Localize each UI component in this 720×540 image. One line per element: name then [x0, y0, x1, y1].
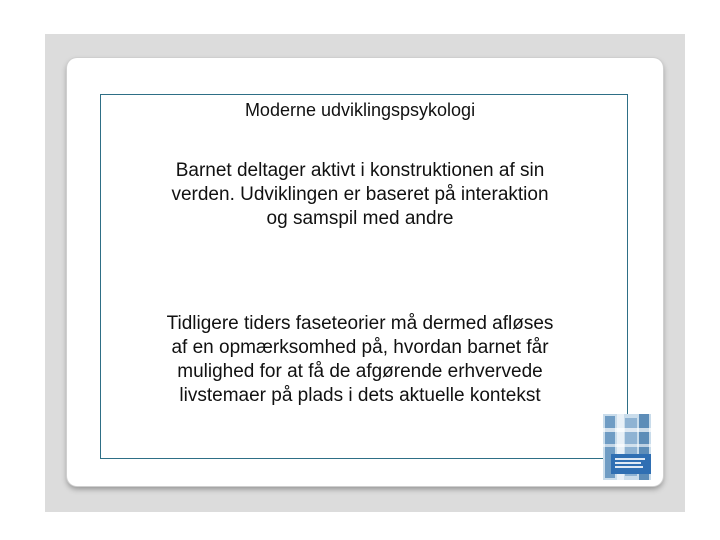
paragraph-2-line: Tidligere tiders faseteorier må dermed afløses — [166, 313, 554, 334]
paragraph-1 — [0, 159, 720, 231]
paragraph-1-line: og samspil med andre — [266, 208, 454, 229]
paragraph-2 — [0, 312, 720, 408]
paragraph-2-line: mulighed for at få de afgørende erhvervede — [177, 361, 543, 382]
book-cover-logo-icon — [603, 414, 651, 480]
paragraph-2-line: livstemaer på plads i dets aktuelle kontekst — [179, 385, 541, 406]
paragraph-1-line: verden. Udviklingen er baseret på interaktion — [171, 184, 549, 205]
paragraph-1-line: Barnet deltager aktivt i konstruktionen af sin — [175, 160, 545, 181]
slide-card — [67, 58, 663, 486]
slide-title: Moderne udviklingspsykologi — [244, 100, 476, 120]
paragraph-2-line: af en opmærksomhed på, hvordan barnet får — [171, 337, 549, 358]
